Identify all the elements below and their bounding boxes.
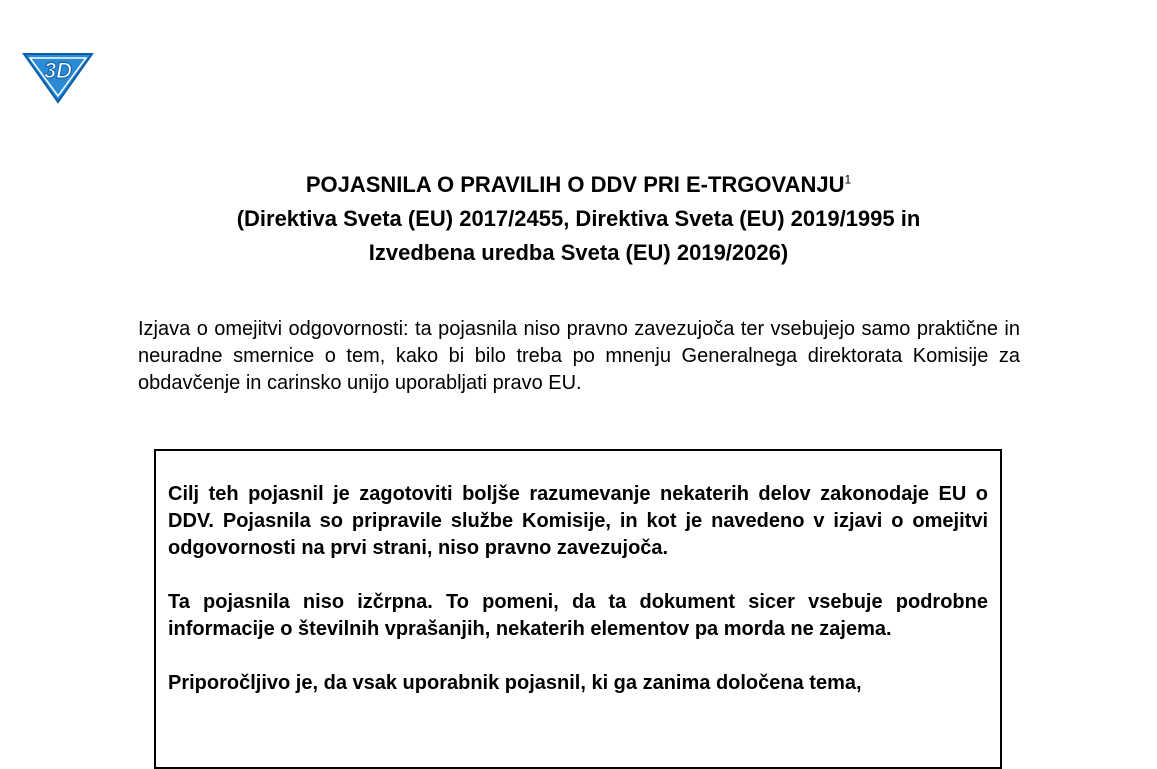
logo-3d-icon — [20, 46, 96, 106]
title-line-3: Izvedbena uredba Sveta (EU) 2019/2026) — [368, 240, 789, 265]
info-box — [154, 449, 1002, 769]
title-main: POJASNILA O PRAVILIH O DDV PRI E-TRGOVANJU — [305, 172, 845, 197]
info-paragraph-1: Cilj teh pojasnil je zagotoviti boljše razumevanje nekaterih delov zakonodaje EU o DDV. Pojasnila so pripravile službe Komisije, in kot je navedeno v izjavi o omejitvi odgovornosti na prvi strani, niso pravno zavezujoča. — [168, 483, 988, 559]
logo-text: 3D — [43, 58, 73, 83]
shield-logo-icon — [20, 46, 96, 106]
footnote-ref[interactable]: 1 — [844, 172, 852, 187]
title-line-1 — [0, 168, 1157, 202]
document-title — [0, 168, 1157, 270]
info-paragraph-2: Ta pojasnila niso izčrpna. To pomeni, da ta dokument sicer vsebuje podrobne informacije o številnih vprašanjih, nekaterih elementov pa morda ne zajema. — [168, 591, 988, 640]
title-line-2: (Direktiva Sveta (EU) 2017/2455, Direktiva Sveta (EU) 2019/1995 in — [236, 206, 921, 231]
disclaimer-text: Izjava o omejitvi odgovornosti: ta pojasnila niso pravno zavezujoča ter vsebujejo samo praktične in neuradne smernice o tem, kako bi bilo treba po mnenju Generalnega direktorata Komisije za obdavčenje in carinsko unijo uporabljati pravo EU. — [138, 318, 1020, 394]
info-paragraph-3: Priporočljivo je, da vsak uporabnik pojasnil, ki ga zanima določena tema, — [168, 672, 862, 694]
